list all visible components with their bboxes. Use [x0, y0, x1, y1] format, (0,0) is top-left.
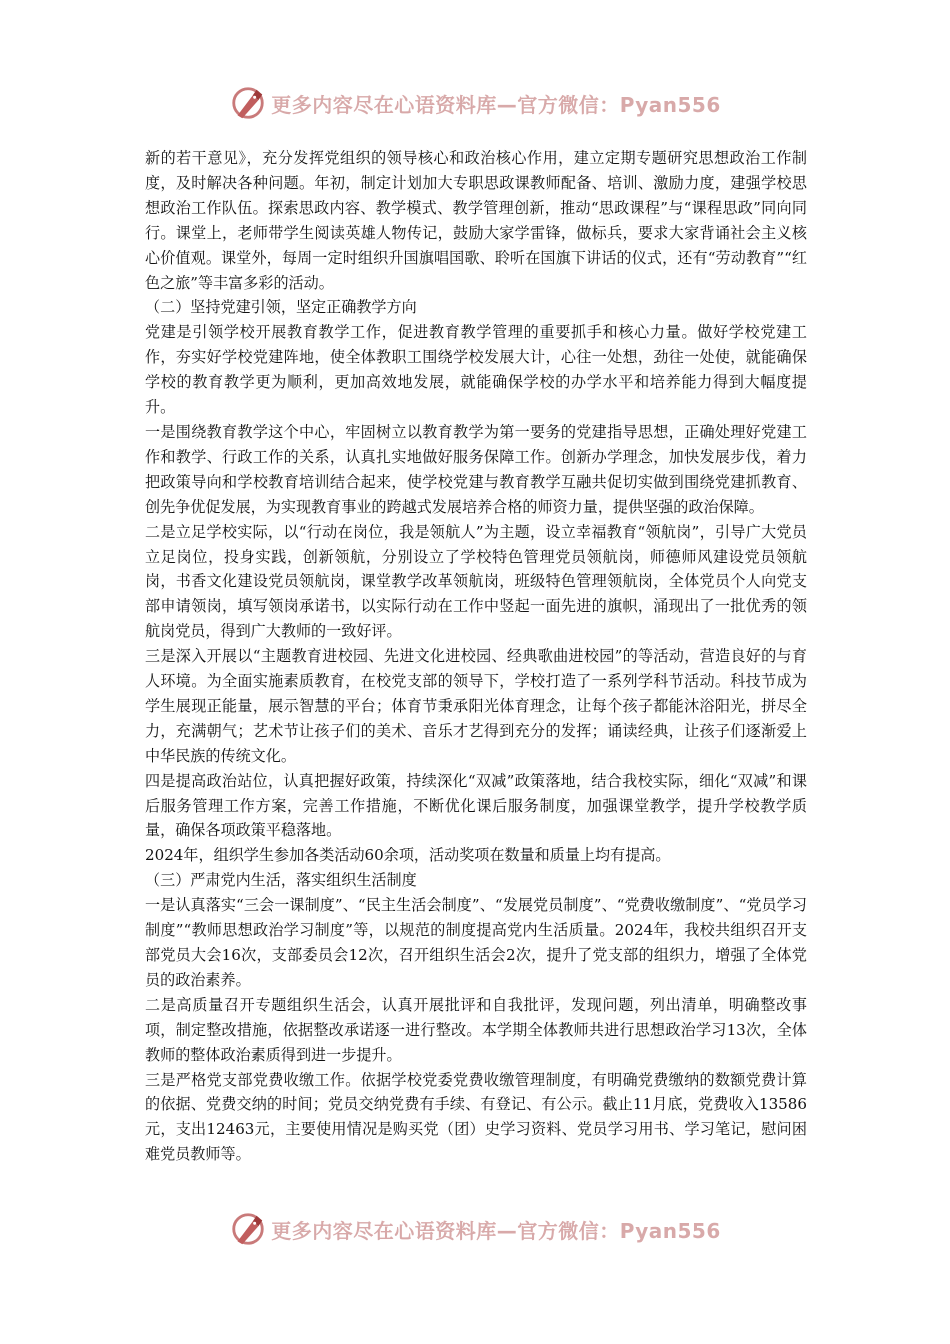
paragraph: 三是严格党支部党费收缴工作。依据学校党委党费收缴管理制度，有明确党费缴纳的数额党费计算的依据、党费交纳的时间；党员交纳党费有手续、有登记、有公示。截止11月底，党费收入13586元，支出12463元，主要使用情况是购买党（团）史学习资料、党员学习用书、学习笔记，慰问困难党员教师等。 — [145, 1070, 807, 1164]
paragraph: 二是立足学校实际，以“行动在岗位，我是领航人”为主题，设立幸福教育“领航岗”，引导广大党员立足岗位，投身实践，创新领航，分别设立了学校特色管理党员领航岗，师德师风建设党员领航岗，书香文化建设党员领航岗，课堂教学改革领航岗，班级特色管理领航岗，全体党员个人向党支部申请领岗，填写领岗承诺书，以实际行动在工作中竖起一面先进的旗帜，涌现出了一批优秀的领航岗党员，得到广大教师的一致好评。 — [145, 522, 807, 641]
pen-nib-logo-icon — [229, 1210, 267, 1248]
banner-text: 更多内容尽在心语资料库—官方微信：Pyan556 — [271, 1218, 721, 1243]
header-watermark-banner — [0, 83, 950, 123]
section-heading-2: （二）坚持党建引领，坚定正确教学方向 — [145, 298, 417, 317]
banner-text: 更多内容尽在心语资料库—官方微信：Pyan556 — [271, 92, 721, 117]
section-heading-3: （三）严肃党内生活，落实组织生活制度 — [145, 871, 417, 890]
document-body — [145, 146, 807, 1167]
paragraph: 一是认真落实“三会一课制度”、“民主生活会制度”、“发展党员制度”、“党费收缴制度”、“党员学习制度”“教师思想政治学习制度”等，以规范的制度提高党内生活质量。2024年，我校共组织召开支部党员大会16次，支部委员会12次，召开组织生活会2次，提升了党支部的组织力，增强了全体党员的政治素养。 — [145, 896, 807, 989]
footer-watermark-banner — [0, 1209, 950, 1249]
paragraph: 党建是引领学校开展教育教学工作，促进教育教学管理的重要抓手和核心力量。做好学校党建工作，夯实好学校党建阵地，使全体教职工围绕学校发展大计，心往一处想，劲往一处使，就能确保学校的教育教学更为顺利，更加高效地发展，就能确保学校的办学水平和培养能力得到大幅度提升。 — [145, 323, 807, 417]
paragraph: 四是提高政治站位，认真把握好政策，持续深化“双减”政策落地，结合我校实际，细化“双减”和课后服务管理工作方案，完善工作措施，不断优化课后服务制度，加强课堂教学，提升学校教学质量，确保各项政策平稳落地。 — [145, 771, 807, 840]
pen-nib-logo-icon — [229, 84, 267, 122]
paragraph: 二是高质量召开专题组织生活会，认真开展批评和自我批评，发现问题，列出清单，明确整改事项，制定整改措施，依据整改承诺逐一进行整改。本学期全体教师共进行思想政治学习13次，全体教师的整体政治素质得到进一步提升。 — [145, 995, 807, 1064]
paragraph-intro-continuation: 新的若干意见》，充分发挥党组织的领导核心和政治核心作用，建立定期专题研究思想政治工作制度，及时解决各种问题。年初，制定计划加大专职思政课教师配备、培训、激励力度，建强学校思想政治工作队伍。探索思政内容、教学模式、教学管理创新，推动“思政课程”与“课程思政”同向同行。课堂上，老师带学生阅读英雄人物传记，鼓励大家学雷锋，做标兵，要求大家背诵社会主义核心价值观。课堂外，每周一定时组织升国旗唱国歌、聆听在国旗下讲话的仪式，还有“劳动教育”“红色之旅”等丰富多彩的活动。 — [145, 149, 807, 292]
paragraph: 2024年，组织学生参加各类活动60余项，活动奖项在数量和质量上均有提高。 — [145, 846, 671, 865]
paragraph: 三是深入开展以“主题教育进校园、先进文化进校园、经典歌曲进校园”的等活动，营造良好的与育人环境。为全面实施素质教育，在校党支部的领导下，学校打造了一系列学科节活动。科技节成为学生展现正能量，展示智慧的平台；体育节秉承阳光体育理念，让每个孩子都能沐浴阳光，拼尽全力，充满朝气；艺术节让孩子们的美术、音乐才艺得到充分的发挥；诵读经典，让孩子们逐渐爱上中华民族的传统文化。 — [145, 647, 807, 765]
paragraph: 一是围绕教育教学这个中心，牢固树立以教育教学为第一要务的党建指导思想，正确处理好党建工作和教学、行政工作的关系，认真扎实地做好服务保障工作。创新办学理念，加快发展步伐，着力把政策导向和学校教育培训结合起来，使学校党建与教育教学互融共促切实做到围绕党建抓教育、创先争优促发展，为实现教育事业的跨越式发展培养合格的师资力量，提供坚强的政治保障。 — [145, 422, 807, 516]
